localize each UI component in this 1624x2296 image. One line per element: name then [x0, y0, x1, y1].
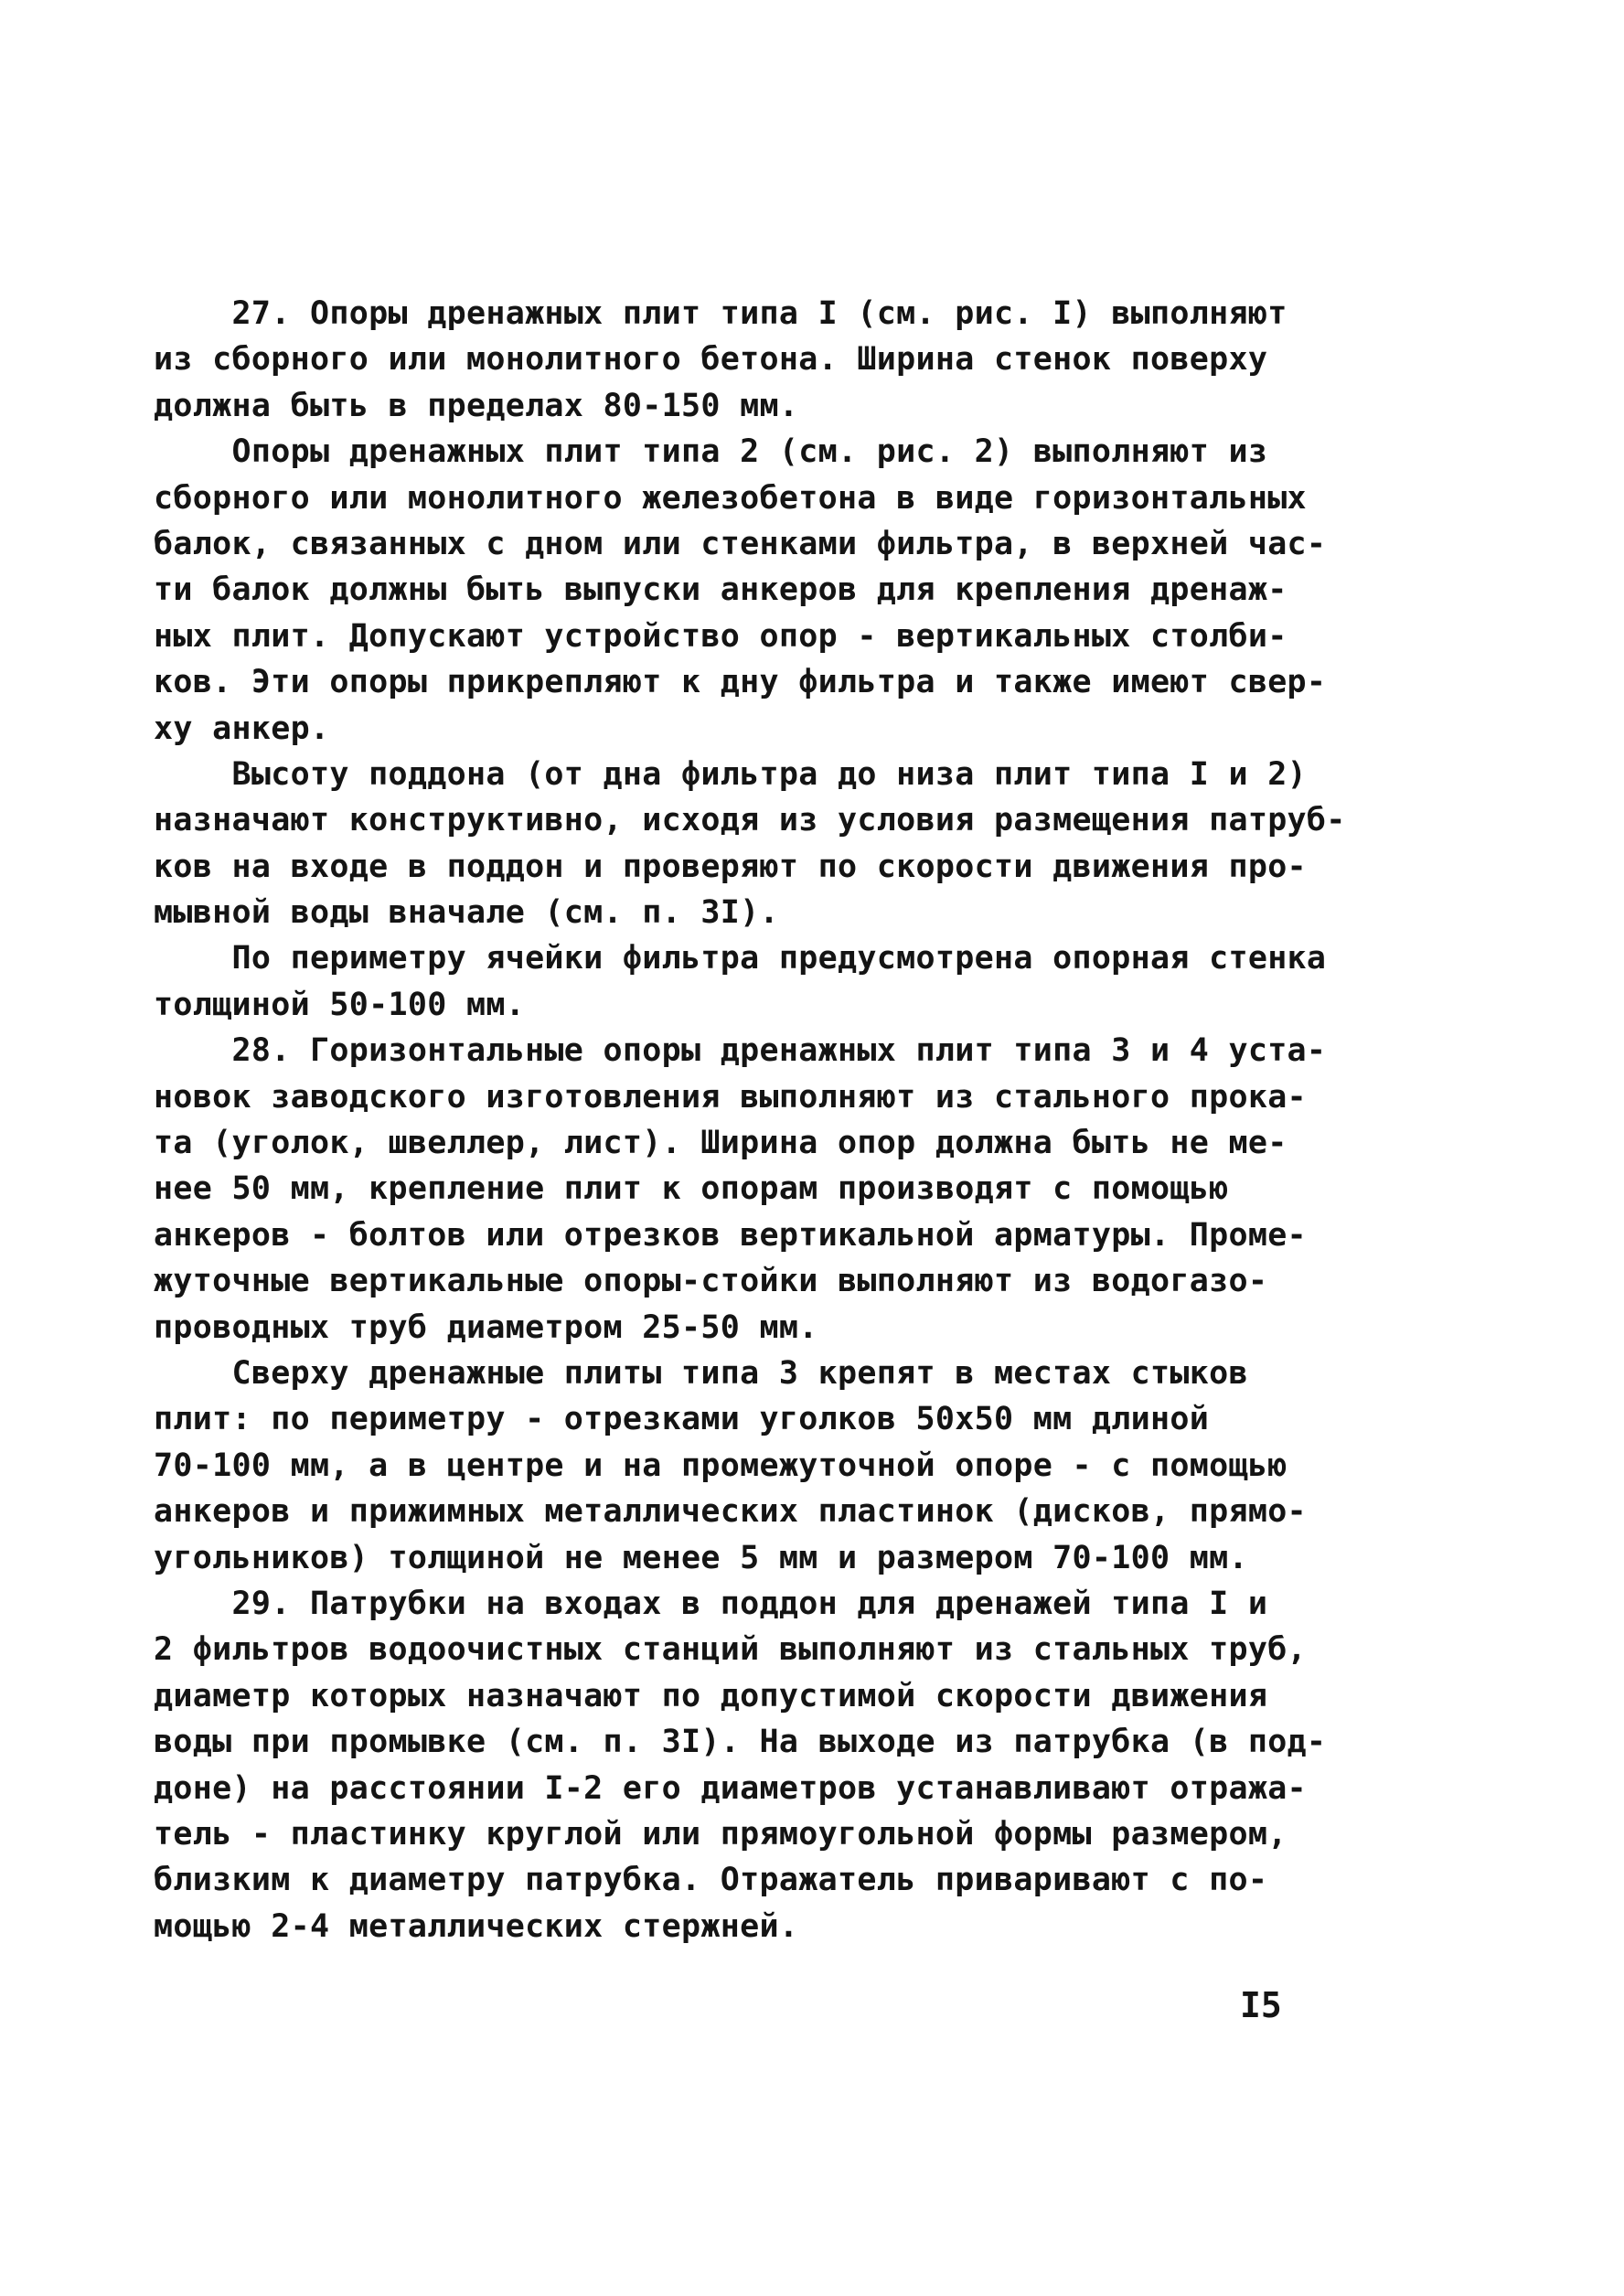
body-text	[154, 291, 1346, 1949]
text-line: нее 50 мм, крепление плит к опорам производят с помощью	[154, 1170, 1229, 1208]
text-line: жуточные вертикальные опоры-стойки выполняют из водогазо-	[154, 1263, 1268, 1300]
text-line: По периметру ячейки фильтра предусмотрена опорная стенка	[154, 940, 1327, 977]
text-line: ных плит. Допускают устройство опор - вертикальных столби-	[154, 617, 1287, 655]
text-line: доне) на расстоянии I-2 его диаметров устанавливают отража-	[154, 1769, 1307, 1807]
text-line: сборного или монолитного железобетона в виде горизонтальных	[154, 479, 1307, 517]
text-line: Опоры дренажных плит типа 2 (см. рис. 2) выполняют из	[154, 433, 1268, 471]
text-line: толщиной 50-100 мм.	[154, 986, 526, 1023]
text-line: угольников) толщиной не менее 5 мм и размером 70-100 мм.	[154, 1539, 1248, 1576]
page-number: I5	[1240, 1985, 1282, 2025]
text-line: из сборного или монолитного бетона. Ширина стенок поверху	[154, 341, 1268, 379]
text-line: та (уголок, швеллер, лист). Ширина опор должна быть не ме-	[154, 1125, 1287, 1162]
text-line: проводных труб диаметром 25-50 мм.	[154, 1308, 818, 1346]
text-line: Высоту поддона (от дна фильтра до низа плит типа I и 2)	[154, 755, 1307, 793]
text-line: 70-100 мм, а в центре и на промежуточной опоре - с помощью	[154, 1447, 1287, 1484]
text-line: 2 фильтров водоочистных станций выполняют из стальных труб,	[154, 1631, 1307, 1669]
text-line: диаметр которых назначают по допустимой скорости движения	[154, 1677, 1268, 1714]
text-line: ков на входе в поддон и проверяют по скорости движения про-	[154, 848, 1307, 885]
text-line: мывной воды вначале (см. п. 3I).	[154, 894, 779, 932]
text-line: тель - пластинку круглой или прямоугольной формы размером,	[154, 1815, 1287, 1853]
text-line: должна быть в пределах 80-150 мм.	[154, 387, 799, 424]
text-line: близким к диаметру патрубка. Отражатель приваривают с по-	[154, 1862, 1268, 1899]
text-line: мощью 2-4 металлических стержней.	[154, 1907, 799, 1945]
text-line: назначают конструктивно, исходя из условия размещения патруб-	[154, 802, 1346, 839]
text-line: воды при промывке (см. п. 3I). На выходе из патрубка (в под-	[154, 1724, 1327, 1761]
text-line: анкеров - болтов или отрезков вертикальной арматуры. Проме-	[154, 1216, 1307, 1254]
text-line: ков. Эти опоры прикрепляют к дну фильтра и также имеют свер-	[154, 664, 1327, 701]
text-line: Сверху дренажные плиты типа 3 крепят в местах стыков	[154, 1354, 1248, 1392]
text-line: балок, связанных с дном или стенками фильтра, в верхней час-	[154, 525, 1327, 562]
text-line: 27. Опоры дренажных плит типа I (см. рис. I) выполняют	[154, 295, 1287, 332]
text-line: 29. Патрубки на входах в поддон для дренажей типа I и	[154, 1585, 1268, 1622]
text-line: плит: по периметру - отрезками уголков 50х50 мм длиной	[154, 1401, 1210, 1438]
text-line: ху анкер.	[154, 710, 330, 747]
text-line: анкеров и прижимных металлических пластинок (дисков, прямо-	[154, 1493, 1307, 1531]
text-line: новок заводского изготовления выполняют из стального прока-	[154, 1078, 1307, 1116]
text-line: 28. Горизонтальные опоры дренажных плит типа 3 и 4 уста-	[154, 1032, 1327, 1070]
text-line: ти балок должны быть выпуски анкеров для крепления дренаж-	[154, 571, 1287, 609]
